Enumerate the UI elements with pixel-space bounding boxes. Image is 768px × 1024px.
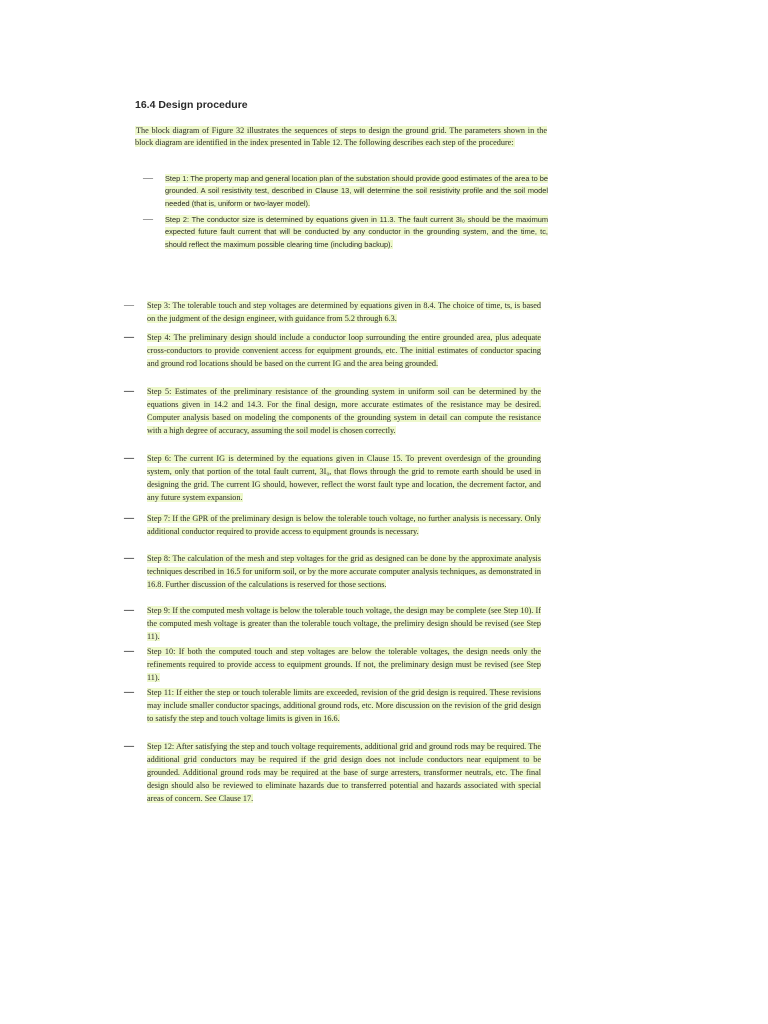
step-text: Step 9: If the computed mesh voltage is below the tolerable touch voltage, the design may be complete (see Step 10). If the computed mesh voltage is greater than the tolerable touch voltage, the prelimiry design should be revised (see Step 11). [147,606,541,641]
list-dash: — [124,453,134,464]
step-text: Step 1: The property map and general location plan of the substation should provide good estimates of the area to be grounded. A soil resistivity test, described in Clause 13, will determine the soil resistivity profile and the soil model needed (that is, uniform or two-layer model). [165,174,548,208]
list-dash: — [124,513,134,524]
step-text: Step 6: The current IG is determined by the equations given in Clause 15. To prevent overdesign of the grounding system, only that portion of the total fault current, 3I₀, that flows through the grid to remote earth should be used in designing the grid. The current IG should, however, reflect the worst fault type and location, the decrement factor, and any future system expansion. [147,454,541,502]
list-dash: — [124,646,134,657]
intro-text: The block diagram of Figure 32 illustrates the sequences of steps to design the ground grid. The parameters shown in the block diagram are identified in the index presented in Table 12. The following describes each step of the procedure: [135,126,547,148]
step-text: Step 10: If both the computed touch and step voltages are below the tolerable voltages, the design needs only the refinements required to provide access to equipment grounds. If not, the preliminary design must be revised (see Step 11). [147,647,541,682]
step-text: Step 8: The calculation of the mesh and step voltages for the grid as designed can be done by the approximate analysis techniques described in 16.5 for uniform soil, or by the more accurate computer analysis techniques, as demonstrated in 16.8. Further discussion of the calculations is reserved for those sections. [147,554,541,589]
list-dash: — [124,386,134,397]
step-text: Step 11: If either the step or touch tolerable limits are exceeded, revision of the grid design is required. These revisions may include smaller conductor spacings, additional ground rods, etc. More discussion on the revision of the grid design to satisfy the step and touch voltage limits is given in 16.6. [147,688,541,723]
list-dash: — [124,332,134,343]
list-dash: — [124,687,134,698]
list-dash: — [124,553,134,564]
list-dash: — [143,214,153,225]
step-text: Step 5: Estimates of the preliminary resistance of the grounding system in uniform soil can be determined by the equations given in 14.2 and 14.3. For the final design, more accurate estimates of the resistance may be desired. Computer analysis based on modeling the components of the grounding system in detail can compute the resistance with a high degree of accuracy, assuming the soil model is chosen correctly. [147,387,541,435]
step-text: Step 12: After satisfying the step and touch voltage requirements, additional grid and ground rods may be required. The additional grid conductors may be required if the grid design does not include conductors near equipment to be grounded. Additional ground rods may be required at the base of surge arresters, transformer neutrals, etc. The final design should also be reviewed to eliminate hazards due to transferred potential and hazards associated with special areas of concern. See Clause 17. [147,742,541,803]
step-text: Step 4: The preliminary design should include a conductor loop surrounding the entire grounded area, plus adequate cross-conductors to provide convenient access for equipment grounds, etc. The initial estimates of conductor spacing and ground rod locations should be based on the current IG and the area being grounded. [147,333,541,368]
intro-paragraph [135,125,547,149]
list-dash: — [124,605,134,616]
step-text: Step 2: The conductor size is determined by equations given in 11.3. The fault current 3I₀ should be the maximum expected future fault current that will be conducted by any conductor in the grounding system, and the time, tc, should reflect the maximum possible clearing time (including backup). [165,215,548,249]
list-dash: — [143,173,153,184]
list-dash: — [124,741,134,752]
step-text: Step 7: If the GPR of the preliminary design is below the tolerable touch voltage, no further analysis is necessary. Only additional conductor required to provide access to equipment grounds is necessary. [147,514,541,536]
step-text: Step 3: The tolerable touch and step voltages are determined by equations given in 8.4. The choice of time, ts, is based on the judgment of the design engineer, with guidance from 5.2 through 6.3. [147,301,541,323]
section-heading: 16.4 Design procedure [135,99,248,111]
list-dash: — [124,300,134,311]
